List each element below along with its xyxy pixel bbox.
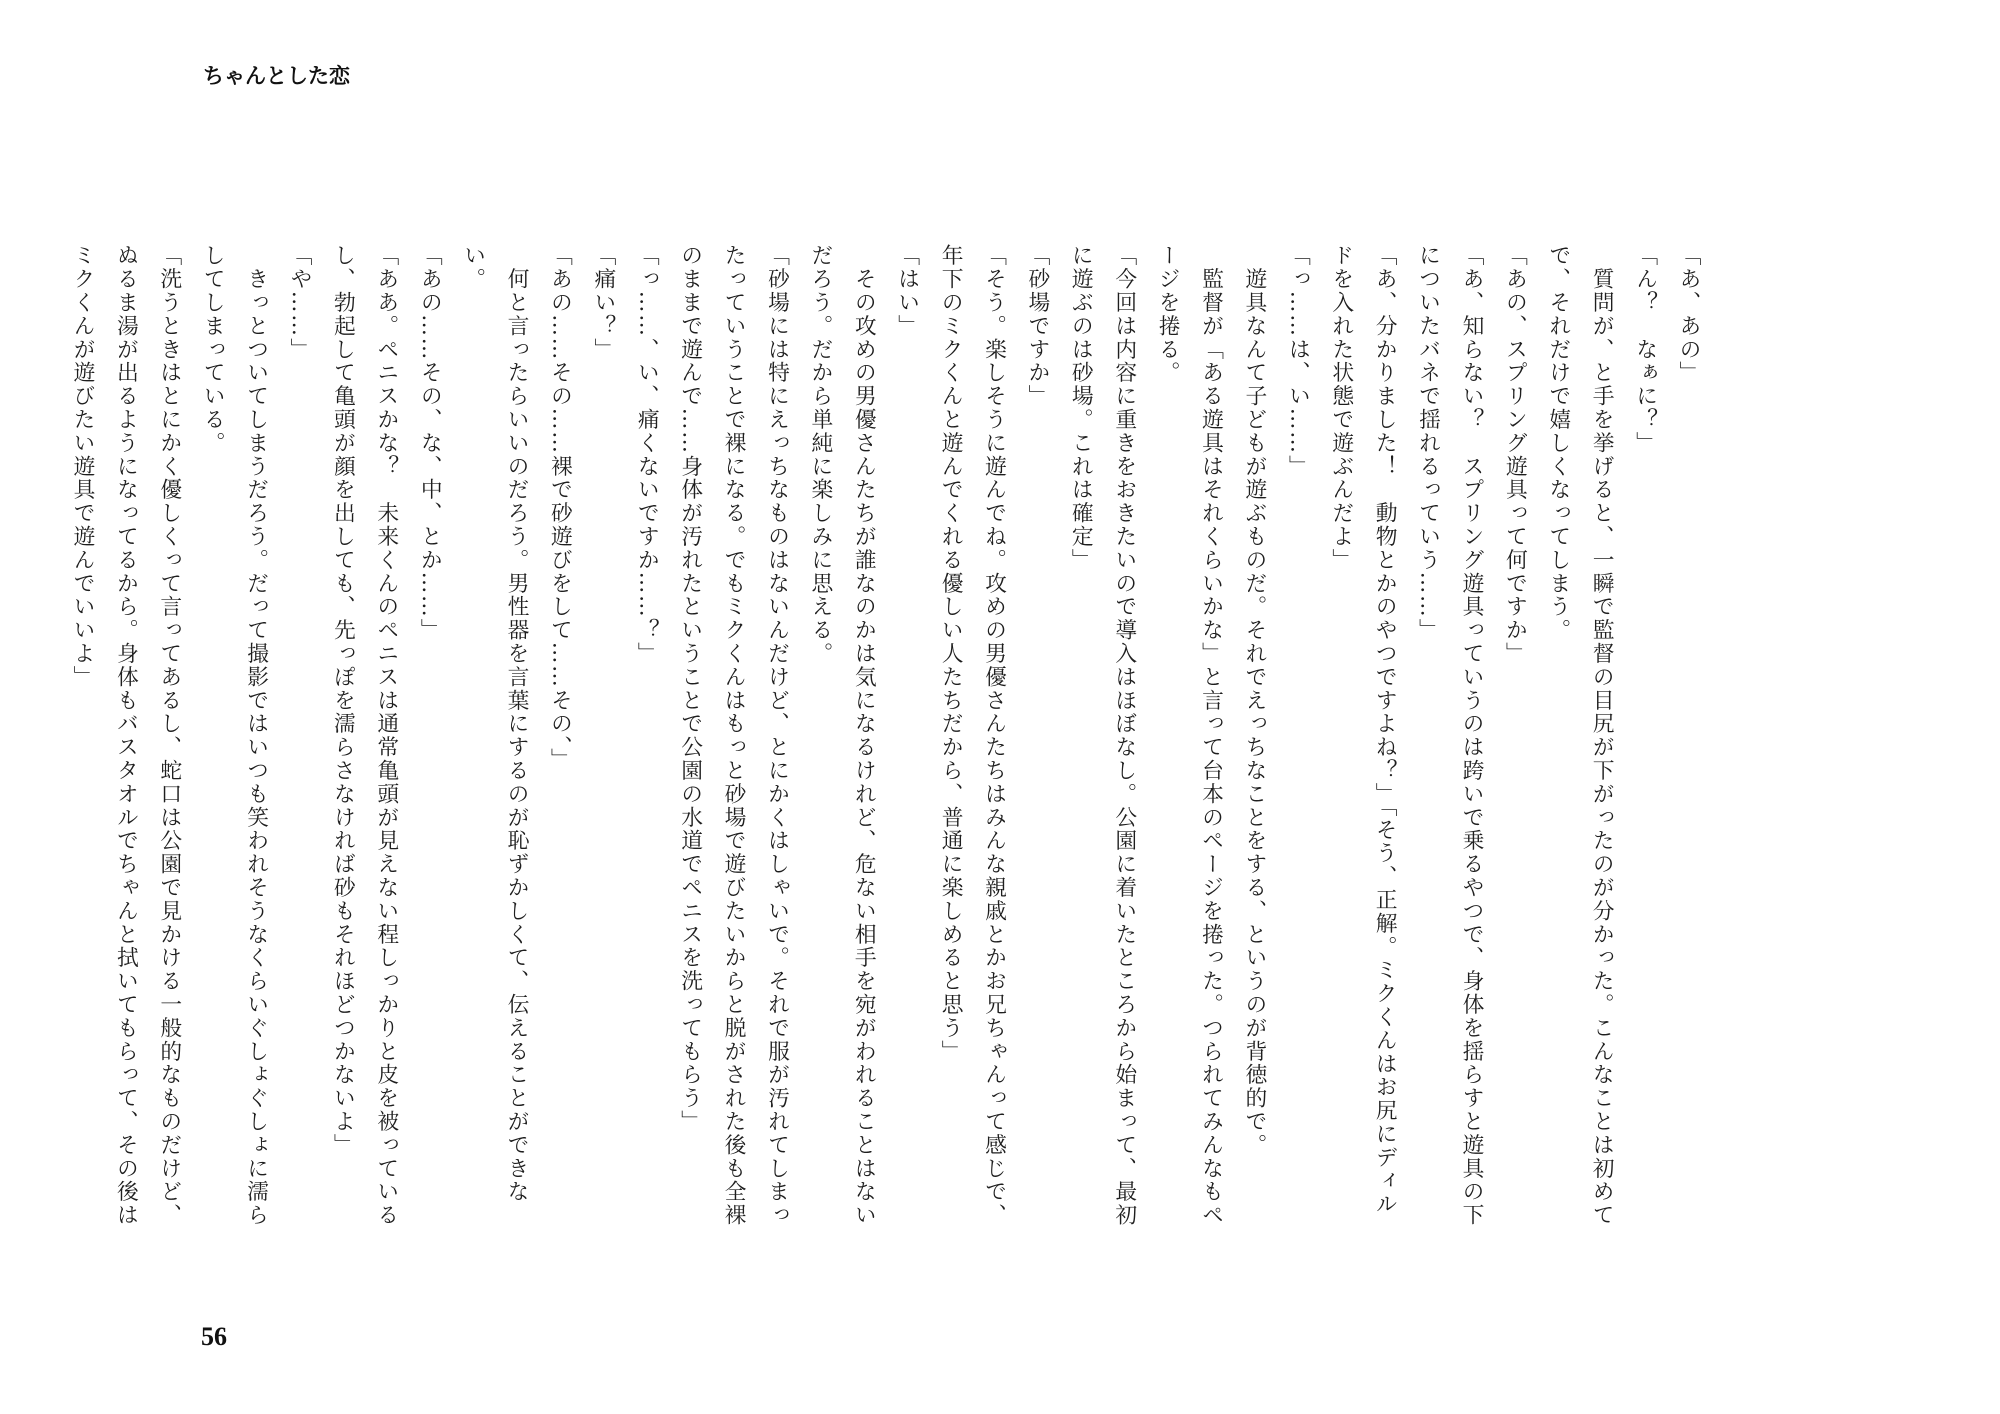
paragraph: 質問が、と手を挙げると、一瞬で監督の目尻が下がったのが分かった。こんなことは初めてで、それだけで嬉しくなってしまう。 [1545,244,1615,1227]
page-title: ちゃんとした恋 [203,64,350,88]
paragraph: 「っ……、い、痛くないですか……？」 [634,244,660,666]
paragraph: 「洗うときはとにかく優しくって言ってあるし、蛇口は公園で見かける一般的なものだけど、ぬるま湯が出るようになってるから。身体もバスタオルでちゃんと拭いてもらって、その後はミクくんが遊びたい遊具で遊んでいいよ」 [69,244,182,1227]
paragraph: 「あ、知らない？ スプリング遊具っていうのは跨いで乗るやつで、身体を揺らすと遊具の下についたバネで揺れるっていう……」 [1415,244,1484,1227]
page-number: 56 [201,1322,227,1351]
paragraph: その攻めの男優さんたちが誰なのかは気になるけれど、危ない相手を宛がわれることはないだろう。だから単純に楽しみに思える。 [807,244,877,1227]
paragraph: 「あ、分かりました！ 動物とかのやつですよね？」「そう、正解。ミクくんはお尻にディルドを入れた状態で遊ぶんだよ」 [1328,244,1398,1216]
paragraph: 「はい」 [894,244,920,338]
paragraph: 何と言ったらいいのだろう。男性器を言葉にするのが恥ずかしくて、伝えることができない。 [460,244,530,1204]
paragraph: 「あの……その……裸で砂遊びをして……その、」 [547,244,573,772]
paragraph: 「そう。楽しそうに遊んでね。攻めの男優さんたちはみんな親戚とかお兄ちゃんって感じで、年下のミクくんと遊んでくれる優しい人たちだから、普通に楽しめると思う」 [938,244,1007,1227]
paragraph: 「あの……その、な、中、とか……」 [417,244,443,642]
paragraph: 「砂場には特にえっちなものはないんだけど、とにかくはしゃいで。それで服が汚れてしまったっていうことで裸になる。でもミクくんはもっと砂場で遊びたいからと脱がされた後も全裸のままで遊んで……身体が汚れたということで公園の水道でペニスを洗ってもらう」 [677,244,790,1227]
paragraph: 「砂場ですか」 [1024,244,1050,408]
body-text [69,244,1710,1234]
paragraph: 「あ、あの」 [1676,244,1701,385]
paragraph: 遊具なんて子どもが遊ぶものだ。それでえっちなことをする、というのが背徳的で。 [1241,244,1267,1157]
paragraph: 「ん？ なぁに？」 [1632,244,1658,455]
paragraph: 「や……」 [287,244,312,361]
paragraph: 「ああ。ペニスかな？ 未来くんのペニスは通常亀頭が見えない程しっかりと皮を被っているし、勃起して亀頭が顔を出しても、先っぽを濡らさなければ砂もそれほどつかないよ」 [330,244,399,1227]
paragraph: 「痛い？」 [590,244,616,361]
paragraph: 監督が「ある遊具はそれくらいかな」と言って台本のページを捲った。つられてみんなもページを捲る。 [1155,244,1224,1227]
paragraph: きっとついてしまうだろう。だって撮影ではいつも笑われそうなくらいぐしょぐしょに濡らしてしまっている。 [200,244,269,1227]
paragraph: 「あの、スプリング遊具って何ですか」 [1502,244,1528,666]
paragraph: 「っ……は、い……」 [1285,244,1311,478]
paragraph: 「今回は内容に重きをおきたいので導入はほぼなし。公園に着いたところから始まって、最初に遊ぶのは砂場。これは確定」 [1068,244,1137,1227]
